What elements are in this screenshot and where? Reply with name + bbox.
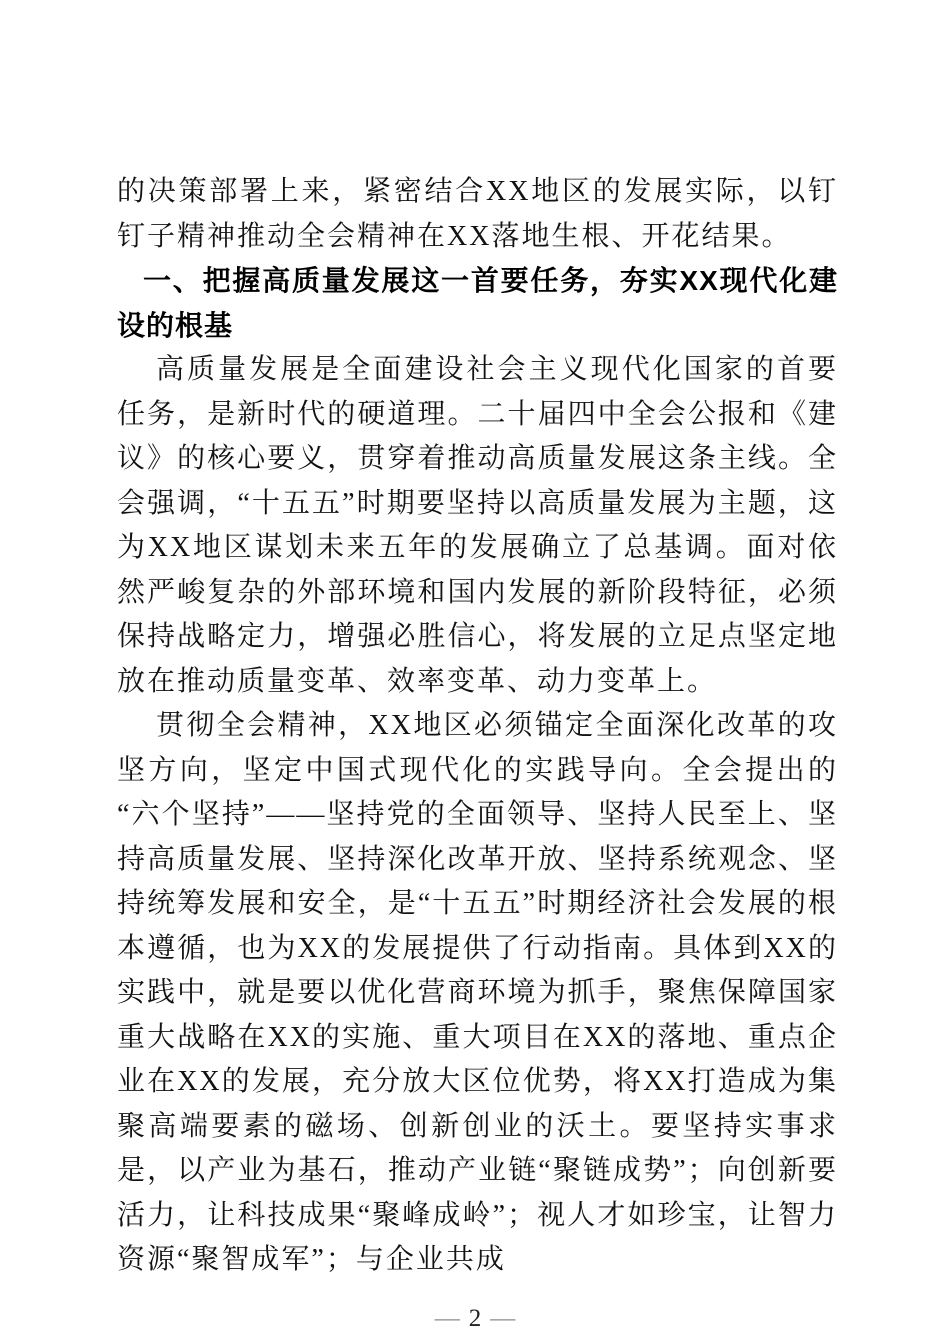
section-heading: 一、把握高质量发展这一首要任务，夯实XX现代化建设的根基	[117, 265, 838, 341]
body-paragraph-1: 高质量发展是全面建设社会主义现代化国家的首要任务，是新时代的硬道理。二十届四中全会公报和《建议》的核心要义，贯穿着推动高质量发展这条主线。全会强调，“十五五”时期要坚持以高质量发展为主题，这为XX地区谋划未来五年的发展确立了总基调。面对依然严峻复杂的外部环境和国内发展的新阶段特征，必须保持战略定力，增强必胜信心，将发展的立足点坚定地放在推动质量变革、效率变革、动力变革上。	[117, 354, 838, 697]
body-paragraph-2: 贯彻全会精神，XX地区必须锚定全面深化改革的攻坚方向，坚定中国式现代化的实践导向。全会提出的“六个坚持”——坚持党的全面领导、坚持人民至上、坚持高质量发展、坚持深化改革开放、坚持系统观念、坚持统筹发展和安全，是“十五五”时期经济社会发展的根本遵循，也为XX的发展提供了行动指南。具体到XX的实践中，就是要以优化营商环境为抓手，聚焦保障国家重大战略在XX的实施、重大项目在XX的落地、重点企业在XX的发展，充分放大区位优势，将XX打造成为集聚高端要素的磁场、创新创业的沃土。要坚持实事求是，以产业为基石，推动产业链“聚链成势”；向创新要活力，让科技成果“聚峰成岭”；视人才如珍宝，让智力资源“聚智成军”；与企业共成	[117, 710, 838, 1275]
page-number: 2	[468, 1305, 482, 1332]
footer-dash-right: —	[490, 1305, 516, 1332]
continuation-paragraph: 的决策部署上来，紧密结合XX地区的发展实际，以钉钉子精神推动全会精神在XX落地生根、开花结果。	[117, 176, 838, 252]
document-body	[117, 170, 838, 1283]
page-footer	[0, 1305, 950, 1333]
footer-dash-left: —	[434, 1305, 460, 1332]
